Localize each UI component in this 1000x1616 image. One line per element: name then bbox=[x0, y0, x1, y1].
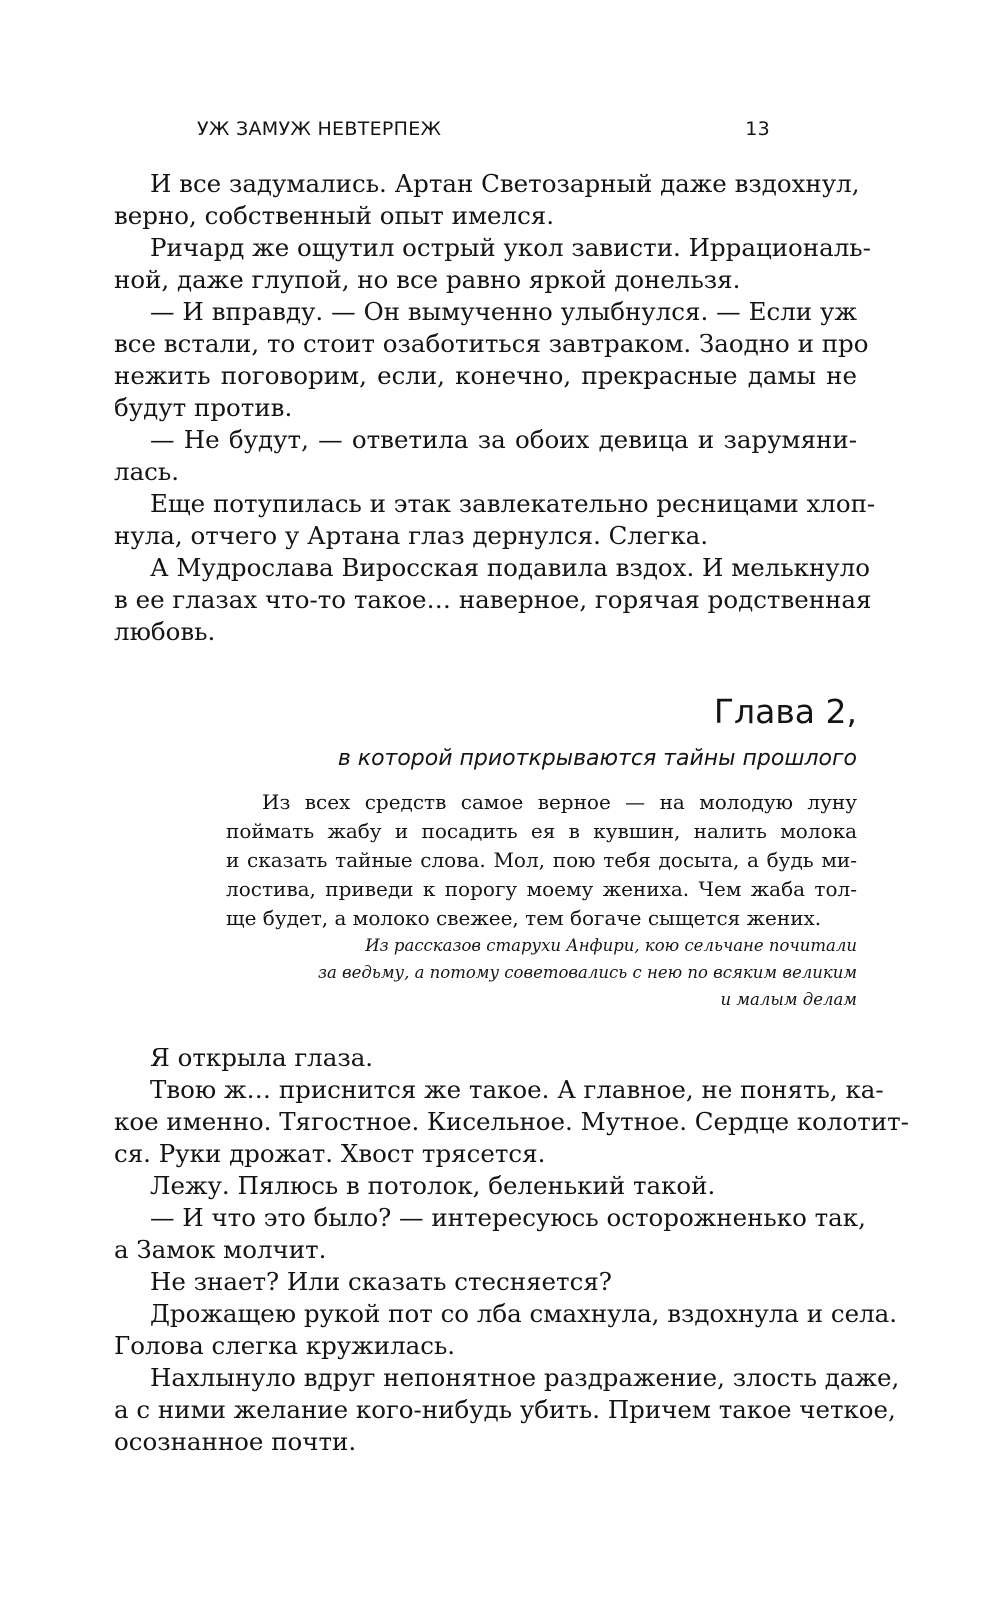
body-line: нежить поговорим, если, конечно, прекрасные дамы не bbox=[114, 361, 857, 390]
body-line: ной, даже глупой, но все равно яркой донельзя. bbox=[114, 265, 741, 294]
body-line: в ее глазах что-то такое… наверное, горячая родственная bbox=[114, 585, 872, 614]
body-line: — И вправду. — Он вымученно улыбнулся. — Если уж bbox=[150, 297, 857, 326]
chapter-subtitle: в которой приоткрываются тайны прошлого bbox=[337, 746, 857, 771]
running-head bbox=[197, 118, 770, 148]
body-line: А Мудрослава Виросская подавила вздох. И мелькнуло bbox=[150, 553, 871, 582]
body-line: Ричард же ощутил острый укол зависти. Иррациональ- bbox=[150, 233, 871, 262]
body-line: Еще потупилась и этак завлекательно ресницами хлоп- bbox=[150, 489, 876, 518]
body-line: осознанное почти. bbox=[114, 1427, 357, 1456]
body-line: Дрожащею рукой пот со лба смахнула, вздохнула и села. bbox=[150, 1299, 898, 1328]
body-line: Я открыла глаза. bbox=[150, 1043, 374, 1072]
page-number: 13 bbox=[745, 118, 770, 140]
body-line: Лежу. Пялюсь в потолок, беленький такой. bbox=[150, 1171, 716, 1200]
epigraph-line: лостива, приведи к порогу моему жениха. Чем жаба тол- bbox=[226, 877, 857, 901]
epigraph-line: Из всех средств самое верное — на молодую луну bbox=[262, 790, 857, 814]
body-line: Нахлынуло вдруг непонятное раздражение, злость даже, bbox=[150, 1363, 900, 1392]
epigraph-line: ще будет, а молоко свежее, тем богаче сыщется жених. bbox=[226, 906, 822, 930]
body-line: любовь. bbox=[114, 617, 216, 646]
body-line: будут против. bbox=[114, 393, 293, 422]
body-line: Твою ж… приснится же такое. А главное, не понять, ка- bbox=[150, 1075, 884, 1104]
body-line: Не знает? Или сказать стесняется? bbox=[150, 1267, 612, 1296]
epigraph-attribution: и малым делам bbox=[720, 990, 857, 1009]
body-line: кое именно. Тягостное. Кисельное. Мутное. Сердце колотит- bbox=[114, 1107, 909, 1136]
body-line: верно, собственный опыт имелся. bbox=[114, 201, 555, 230]
running-title: УЖ ЗАМУЖ НЕВТЕРПЕЖ bbox=[197, 118, 442, 140]
body-line: Голова слегка кружилась. bbox=[114, 1331, 456, 1360]
body-line: а с ними желание кого-нибудь убить. Причем такое четкое, bbox=[114, 1395, 896, 1424]
epigraph-line: поймать жабу и посадить ея в кувшин, налить молока bbox=[226, 819, 857, 843]
body-line: — И что это было? — интересуюсь осторожненько так, bbox=[150, 1203, 866, 1232]
epigraph-attribution: Из рассказов старухи Анфири, кою сельчане почитали bbox=[365, 936, 857, 955]
body-line: а Замок молчит. bbox=[114, 1235, 327, 1264]
body-line: — Не будут, — ответила за обоих девица и зарумяни- bbox=[150, 425, 857, 454]
chapter-title: Глава 2, bbox=[713, 692, 857, 731]
epigraph-attribution: за ведьму, а потому советовались с нею по всяким великим bbox=[317, 963, 857, 982]
epigraph-line: и сказать тайные слова. Мол, пою тебя досыта, а будь ми- bbox=[226, 848, 857, 872]
body-line: все встали, то стоит озаботиться завтраком. Заодно и про bbox=[114, 329, 869, 358]
body-line: лась. bbox=[114, 457, 180, 486]
body-line: ся. Руки дрожат. Хвост трясется. bbox=[114, 1139, 546, 1168]
body-line: нула, отчего у Артана глаз дернулся. Слегка. bbox=[114, 521, 709, 550]
body-line: И все задумались. Артан Светозарный даже вздохнул, bbox=[150, 169, 860, 198]
